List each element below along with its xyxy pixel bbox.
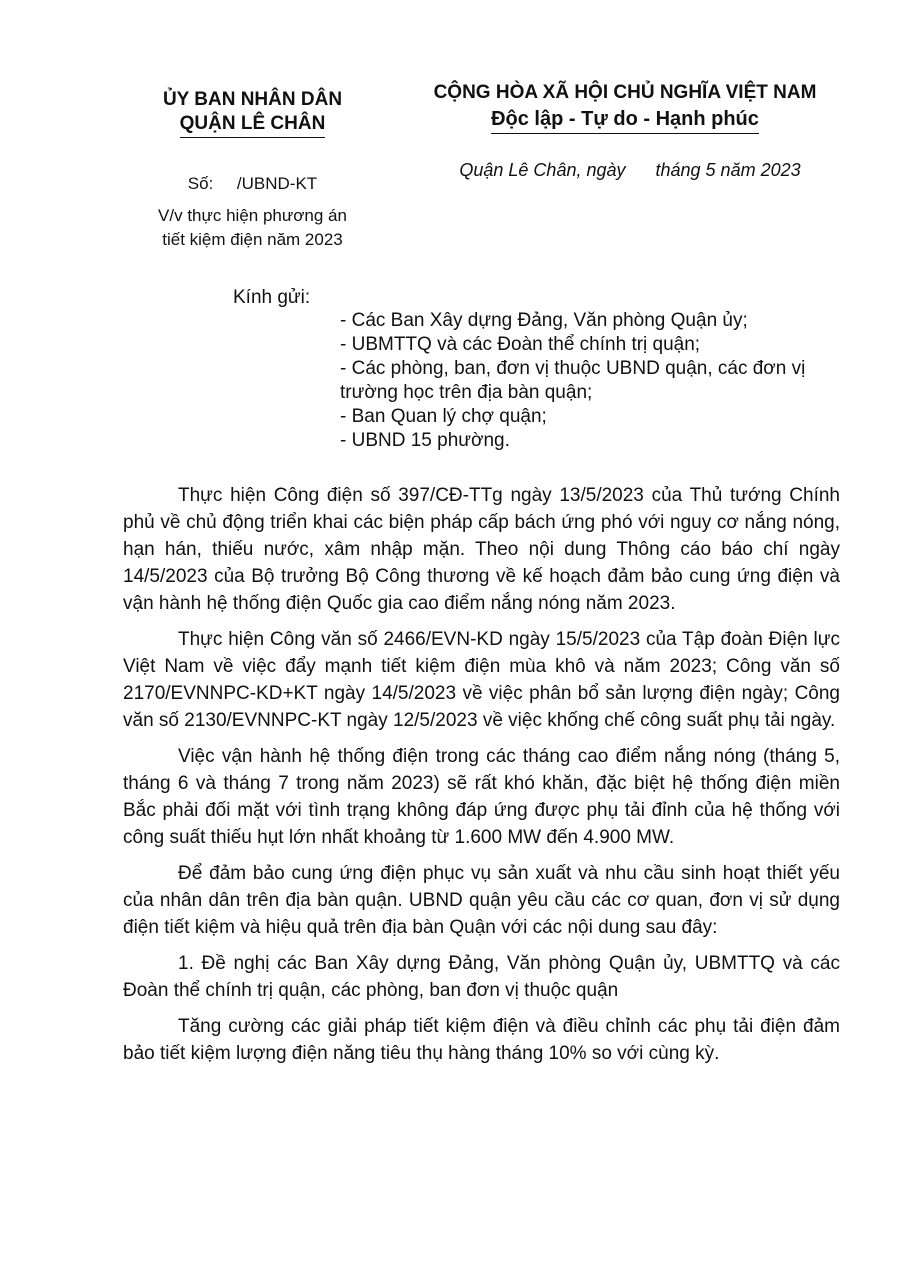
- nation-title: CỘNG HÒA XÃ HỘI CHỦ NGHĨA VIỆT NAM: [433, 82, 817, 103]
- document-body: [123, 482, 840, 1076]
- recipient-item: - Các phòng, ban, đơn vị thuộc UBND quận, các đơn vị trường học trên địa bàn quận;: [340, 358, 806, 403]
- recipient-item: - Các Ban Xây dựng Đảng, Văn phòng Quận ủy;: [340, 310, 748, 331]
- recipients-label: Kính gửi:: [233, 287, 311, 308]
- org-name-line2: QUẬN LÊ CHÂN: [180, 112, 326, 138]
- recipient-item: - UBMTTQ và các Đoàn thể chính trị quận;: [340, 334, 701, 355]
- body-paragraph: Để đảm bảo cung ứng điện phục vụ sản xuất và nhu cầu sinh hoạt thiết yếu của nhân dân trên địa bàn quận. UBND quận yêu cầu các cơ quan, đơn vị sử dụng điện tiết kiệm và hiệu quả trên địa bàn Quận với các nội dung sau đây:: [123, 863, 840, 938]
- org-name-line1: ỦY BAN NHÂN DÂN: [162, 89, 343, 110]
- document-number: Số: /UBND-KT: [187, 174, 318, 193]
- document-subject: [120, 204, 385, 252]
- body-paragraph: Tăng cường các giải pháp tiết kiệm điện và điều chỉnh các phụ tải điện đảm bảo tiết kiệm lượng điện năng tiêu thụ hàng tháng 10% so với cùng kỳ.: [123, 1016, 840, 1064]
- body-paragraph: 1. Đề nghị các Ban Xây dựng Đảng, Văn phòng Quận ủy, UBMTTQ và các Đoàn thể chính trị quận, các phòng, ban đơn vị thuộc quận: [123, 953, 840, 1001]
- subject-line2: tiết kiệm điện năm 2023: [162, 230, 343, 249]
- recipient-item: - Ban Quan lý chợ quận;: [340, 406, 547, 427]
- recipient-list: [340, 309, 840, 453]
- body-paragraph: Thực hiện Công điện số 397/CĐ-TTg ngày 13/5/2023 của Thủ tướng Chính phủ về chủ động triển khai các biện pháp cấp bách ứng phó với nguy cơ nắng nóng, hạn hán, thiếu nước, xâm nhập mặn. Theo nội dung Thông cáo báo chí ngày 14/5/2023 của Bộ trưởng Bộ Công thương về kế hoạch đảm bảo cung ứng điện và vận hành hệ thống điện Quốc gia cao điểm nắng nóng năm 2023.: [123, 485, 840, 614]
- national-heading: [410, 80, 840, 134]
- issuing-organization: [120, 88, 385, 138]
- national-motto: Độc lập - Tự do - Hạnh phúc: [491, 106, 759, 134]
- body-paragraph: Việc vận hành hệ thống điện trong các tháng cao điểm nắng nóng (tháng 5, tháng 6 và tháng 7 trong năm 2023) sẽ rất khó khăn, đặc biệt hệ thống điện miền Bắc phải đối mặt với tình trạng không đáp ứng được phụ tải đỉnh của hệ thống với công suất thiếu hụt lớn nhất khoảng từ 1.600 MW đến 4.900 MW.: [123, 746, 840, 848]
- place-and-date: Quận Lê Chân, ngày tháng 5 năm 2023: [459, 160, 801, 180]
- body-paragraph: Thực hiện Công văn số 2466/EVN-KD ngày 15/5/2023 của Tập đoàn Điện lực Việt Nam về việc đẩy mạnh tiết kiệm điện mùa khô và năm 2023; Công văn số 2170/EVNNPC-KD+KT ngày 14/5/2023 về việc phân bổ sản lượng điện ngày; Công văn số 2130/EVNNPC-KT ngày 12/5/2023 về việc khống chế công suất phụ tải ngày.: [123, 629, 840, 731]
- subject-line1: V/v thực hiện phương án: [158, 206, 347, 225]
- recipient-item: - UBND 15 phường.: [340, 430, 510, 451]
